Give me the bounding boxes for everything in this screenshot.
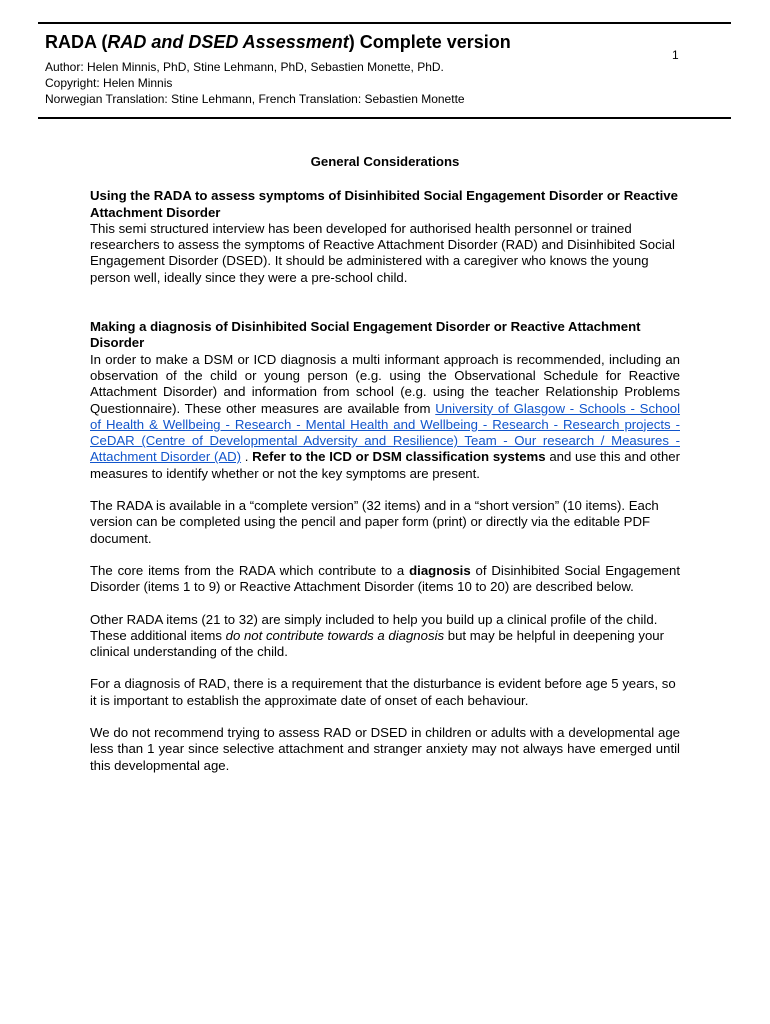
text-run: In order to make a DSM or ICD diagnosis a multi informant approach is recommended, including an observation of the child or young person (e.g. using the Observational Schedule for Reactive Attachment Disorder) and information from school (e.g. using the teacher Relationship Problems Questionnaire). These other measures are available from <box>90 351 680 416</box>
document-header <box>45 30 685 107</box>
paragraph-developmental-age: We do not recommend trying to assess RAD or DSED in children or adults with a developmental age less than 1 year since selective attachment and stranger anxiety may not always have emerged until this developmental age. <box>90 725 680 773</box>
paragraph-rad-onset: For a diagnosis of RAD, there is a requirement that the disturbance is evident before age 5 years, so it is important to establish the approximate date of onset of each behaviour. <box>90 676 676 708</box>
translation-line: Norwegian Translation: Stine Lehmann, French Translation: Sebastien Monette <box>45 92 465 106</box>
paragraph-core-items <box>90 563 680 596</box>
text-run: The core items from the RADA which contribute to a <box>90 562 410 578</box>
measures-link[interactable]: University of Glasgow - Schools - School of Health & Wellbeing - Research - Mental Health and Wellbeing - Research - Research projects - CeDAR (Centre of Developmental Adversity and Resilience) Team - Our research / Measures - Attachment Disorder (AD) <box>90 400 680 465</box>
page-number: 1 <box>672 48 679 62</box>
italic-run: do not contribute towards a diagnosis <box>225 627 445 643</box>
title-prefix: RADA ( <box>45 32 108 52</box>
document-body <box>90 154 680 774</box>
bold-run: diagnosis <box>409 562 471 578</box>
page-title <box>45 30 685 54</box>
text-run: Other RADA items (21 to 32) are simply included to help you build up a clinical profile of the child. These additional items <box>90 611 658 643</box>
heading-text: Making a diagnosis of Disinhibited Social Engagement Disorder or Reactive Attachment Disorder <box>90 319 641 351</box>
section-heading-rada-usage <box>90 188 680 221</box>
title-italic: RAD and DSED Assessment <box>107 32 349 52</box>
text-run: and use this and other measures to identify whether or not the key symptoms are present. <box>90 449 681 481</box>
paragraph-diagnosis <box>90 352 680 482</box>
title-suffix: ) Complete version <box>348 32 511 52</box>
header-top-rule <box>38 22 731 24</box>
text-run: . <box>241 449 253 465</box>
header-bottom-rule <box>38 117 731 119</box>
paragraph-other-items <box>90 612 680 661</box>
paragraph-versions: The RADA is available in a “complete version” (32 items) and in a “short version” (10 items). Each version can be completed using the pencil and paper form (print) or directly via the editable PDF document. <box>90 498 659 546</box>
authors-line: Author: Helen Minnis, PhD, Stine Lehmann, PhD, Sebastien Monette, PhD. <box>45 60 444 74</box>
text-run: but may be helpful in deepening your clinical understanding of the child. <box>90 627 665 660</box>
paragraph-rada-usage: This semi structured interview has been developed for authorised health personnel or trained researchers to assess the symptoms of Reactive Attachment Disorder (RAD) and Disinhibited Social Engagement Disorder (DSED). It should be administered with a caregiver who knows the young person well, ideally since they were a pre-school child. <box>90 220 675 285</box>
text-run: of Disinhibited Social Engagement Disorder (items 1 to 9) or Reactive Attachment Disorder (items 10 to 20) are described below. <box>90 562 680 595</box>
bold-run: Refer to the ICD or DSM classification systems <box>252 449 546 465</box>
section-title: General Considerations <box>310 154 460 169</box>
section-heading-diagnosis <box>90 319 680 352</box>
copyright-line: Copyright: Helen Minnis <box>45 76 173 90</box>
heading-text: Using the RADA to assess symptoms of Disinhibited Social Engagement Disorder or Reactive Attachment Disorder <box>90 188 678 220</box>
